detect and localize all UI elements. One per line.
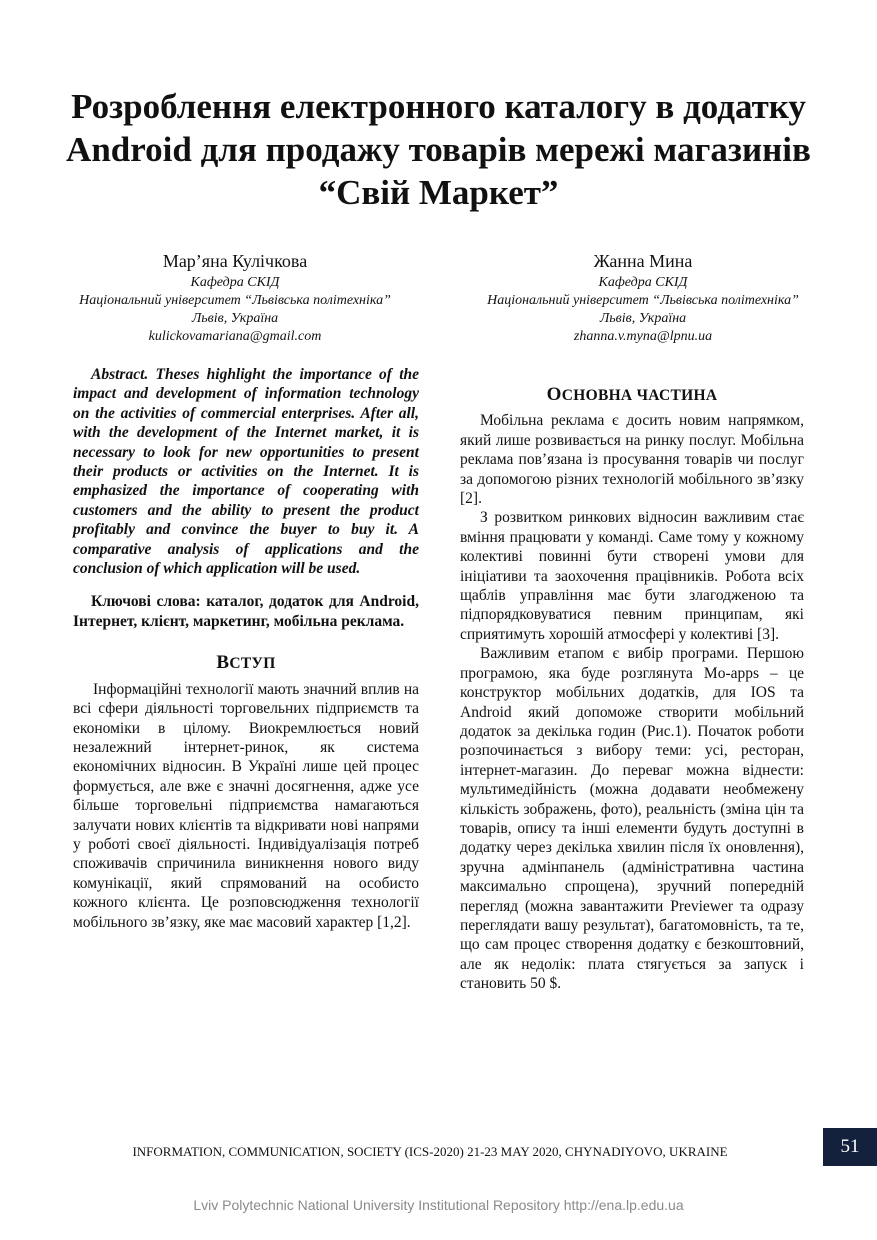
- left-column: [73, 365, 419, 932]
- keywords: Ключові слова: каталог, додаток для Android, Інтернет, клієнт, маркетинг, мобільна реклама.: [73, 593, 419, 630]
- author-city: Львів, Україна: [191, 311, 279, 326]
- heading-initial: В: [216, 652, 230, 674]
- main-paragraph: З розвитком ринкових відносин важливим стає вміння працювати у команді. Саме тому у кожному колективі повинні бути створені умови для ініціативи та заохочення працівників. Робота всіх щаблів управління має бути злагодженою та підпорядковуватися певним принципам, які сприятимуть хорошій атмосфері у колективі [3].: [460, 509, 804, 643]
- author-email: kulickovamariana@gmail.com: [148, 329, 322, 344]
- heading-rest: СТУП: [229, 655, 276, 673]
- page-number-badge: 51: [823, 1128, 877, 1166]
- author-name: Жанна Мина: [593, 251, 693, 271]
- author-email: zhanna.v.myna@lpnu.ua: [573, 329, 713, 344]
- abstract: Abstract. Theses highlight the importance of the impact and development of information technology on the activities of commercial enterprises. After all, with the development of the Internet market, it is necessary to look for new opportunities to present their products or activities on the Internet. It is emphasized the importance of cooperating with customers and the ability to present the product profitably and convince the buyer to buy it. A comparative analysis of applications and the conclusion of which application will be used.: [73, 366, 419, 578]
- right-column: [460, 385, 804, 994]
- author-department: Кафедра СКІД: [190, 275, 280, 290]
- heading-initial: О: [546, 384, 562, 405]
- paper-title: Розроблення електронного каталогу в додатку Android для продажу товарів мережі магазинів “Свій Маркет”: [66, 87, 811, 212]
- main-paragraph: Мобільна реклама є досить новим напрямком, який лише розвивається на ринку послуг. Мобільна реклама пов’язана із просування товарів чи послуг за допомогою різних технологій мобільного зв’язку [2].: [460, 412, 804, 508]
- section-heading-intro: [73, 653, 419, 673]
- intro-paragraph: Інформаційні технології мають значний вплив на всі сфери діяльності торговельних підприємств та економіки в цілому. Виокремлюється новий незалежний інтернет-ринок, як система економічних відносин. В Україні лише цей процес формується, але вже є значні досягнення, адже усе більше торговельні підприємства намагаються залучати нових клієнтів та відкривати нові напрями у роботі своєї діяльності. Індивідуалізація потреб споживачів спричинила виникнення нового виду комунікації, який спрямований на особисто кожного клієнта. Це розповсюдження технології мобільного зв’язку, яке має масовий характер [1,2].: [73, 680, 419, 931]
- author-block-2: [448, 250, 838, 346]
- author-name: Мар’яна Кулічкова: [162, 251, 308, 271]
- author-city: Львів, Україна: [599, 311, 687, 326]
- author-university: Національний університет “Львівська політехніка”: [79, 293, 391, 308]
- section-heading-main: [460, 385, 804, 405]
- author-university: Національний університет “Львівська політехніка”: [487, 293, 799, 308]
- repository-watermark: Lviv Polytechnic National University Institutional Repository http://ena.lp.edu.ua: [193, 1197, 684, 1213]
- author-department: Кафедра СКІД: [598, 275, 688, 290]
- author-block-1: [40, 250, 430, 346]
- conference-footer: INFORMATION, COMMUNICATION, SOCIETY (ICS-2020) 21-23 MAY 2020, CHYNADIYOVO, UKRAINE: [132, 1144, 728, 1159]
- main-paragraph: Важливим етапом є вибір програми. Першою програмою, яка буде розглянута Mo-apps – це конструктор мобільних додатків, для IOS та Android який допоможе створити мобільний додаток за декілька годин (Рис.1). Початок роботи розпочинається з вибору теми: усі, ресторан, інтернет-магазин. До переваг можна віднести: мультимедійність (можна додавати необмежену кількість зображень, фото), реальність (зміна цін та товарів, опису та інші елементи будуть доступні в додатку через декілька хвилин після їх оновлення), зручна адмінпанель (адміністративна частина максимально спрощена), зручний попередній перегляд (можна завантажити Previewer та одразу переглядати вашу результат), багатомовність, та те, що сам процес створення додатку є безкоштовний, але як недолік: плата стягується за запуск і становить 50 $.: [460, 645, 804, 993]
- heading-rest: СНОВНА ЧАСТИНА: [561, 387, 718, 404]
